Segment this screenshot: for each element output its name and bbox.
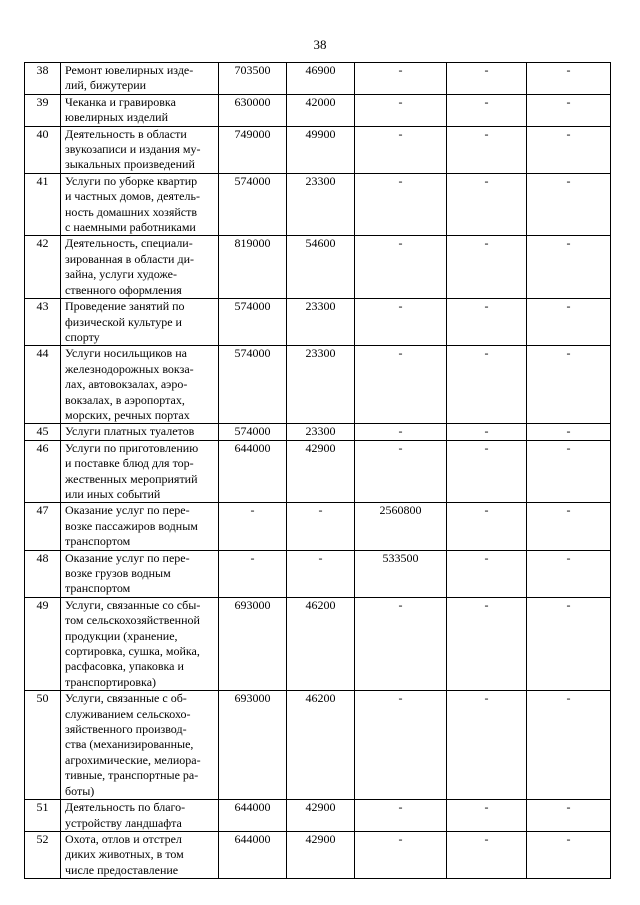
activity-description xyxy=(61,831,219,878)
table-row xyxy=(25,691,611,800)
value-col-5: - xyxy=(527,126,611,173)
description-line: зяйственного производ- xyxy=(65,722,187,737)
page-number: 38 xyxy=(313,37,327,52)
table-row xyxy=(25,440,611,503)
description-line: звукозаписи и издания му- xyxy=(65,142,201,157)
description-line: возке пассажиров водным xyxy=(65,518,198,533)
description-line: агрохимические, мелиора- xyxy=(65,752,201,767)
value-col-1: - xyxy=(219,503,287,550)
value-col-4: - xyxy=(447,94,527,126)
value-col-5: - xyxy=(527,424,611,440)
description-line: и частных домов, деятель- xyxy=(65,189,200,204)
table-row xyxy=(25,63,611,95)
value-col-3: 533500 xyxy=(355,550,447,597)
value-col-4: - xyxy=(447,503,527,550)
value-col-2: 42900 xyxy=(287,800,355,832)
description-line: зированная в области ди- xyxy=(65,251,194,266)
value-col-4: - xyxy=(447,346,527,424)
description-line: Деятельность по благо- xyxy=(65,800,186,815)
row-number: 42 xyxy=(25,236,61,299)
table-row xyxy=(25,299,611,346)
value-col-1: 693000 xyxy=(219,691,287,800)
row-number: 39 xyxy=(25,94,61,126)
value-col-5: - xyxy=(527,550,611,597)
value-col-2: - xyxy=(287,550,355,597)
value-col-2: 23300 xyxy=(287,173,355,236)
value-col-1: 819000 xyxy=(219,236,287,299)
description-line: Услуги по приготовлению xyxy=(65,440,199,455)
description-line: продукции (хранение, xyxy=(65,628,178,643)
value-col-1: 644000 xyxy=(219,800,287,832)
value-col-2: 23300 xyxy=(287,299,355,346)
value-col-2: - xyxy=(287,503,355,550)
description-line: ства (механизированные, xyxy=(65,737,194,752)
description-line: Оказание услуг по пере- xyxy=(65,550,190,565)
value-col-3: - xyxy=(355,126,447,173)
value-col-3: - xyxy=(355,94,447,126)
description-line: том сельскохозяйственной xyxy=(65,613,200,628)
description-line: Проведение занятий по xyxy=(65,299,185,314)
value-col-3: - xyxy=(355,800,447,832)
value-col-4: - xyxy=(447,800,527,832)
value-col-2: 49900 xyxy=(287,126,355,173)
description-line: физической культуре и xyxy=(65,314,182,329)
table-row xyxy=(25,346,611,424)
row-number: 52 xyxy=(25,831,61,878)
description-line: Оказание услуг по пере- xyxy=(65,503,190,518)
description-line: числе предоставление xyxy=(65,862,179,877)
value-col-3: - xyxy=(355,236,447,299)
description-line: транспортом xyxy=(65,581,131,596)
value-col-3: - xyxy=(355,299,447,346)
description-line: Услуги, связанные с об- xyxy=(65,691,187,706)
row-number: 50 xyxy=(25,691,61,800)
description-line: или иных событий xyxy=(65,486,161,501)
value-col-5: - xyxy=(527,440,611,503)
value-col-4: - xyxy=(447,831,527,878)
description-line: транспортом xyxy=(65,534,131,549)
value-col-2: 42900 xyxy=(287,831,355,878)
description-line: служиванием сельскохо- xyxy=(65,706,191,721)
value-col-5: - xyxy=(527,346,611,424)
value-col-5: - xyxy=(527,63,611,95)
description-line: жественных мероприятий xyxy=(65,471,198,486)
activity-description xyxy=(61,440,219,503)
table-row xyxy=(25,800,611,832)
value-col-4: - xyxy=(447,126,527,173)
value-col-3: - xyxy=(355,831,447,878)
data-table xyxy=(24,62,611,879)
table-row xyxy=(25,597,611,690)
table-row xyxy=(25,236,611,299)
value-col-4: - xyxy=(447,236,527,299)
table-row xyxy=(25,94,611,126)
activity-description xyxy=(61,800,219,832)
description-line: тивные, транспортные ра- xyxy=(65,768,199,783)
description-line: Деятельность в области xyxy=(65,126,187,141)
value-col-2: 54600 xyxy=(287,236,355,299)
value-col-3: - xyxy=(355,691,447,800)
value-col-1: 749000 xyxy=(219,126,287,173)
row-number: 45 xyxy=(25,424,61,440)
description-line: ювелирных изделий xyxy=(65,110,168,125)
activity-description xyxy=(61,236,219,299)
value-col-3: - xyxy=(355,173,447,236)
activity-description xyxy=(61,597,219,690)
table-row xyxy=(25,173,611,236)
row-number: 47 xyxy=(25,503,61,550)
value-col-2: 46200 xyxy=(287,691,355,800)
description-line: Деятельность, специали- xyxy=(65,236,193,251)
value-col-1: 693000 xyxy=(219,597,287,690)
description-line: Услуги, связанные со сбы- xyxy=(65,597,201,612)
value-col-4: - xyxy=(447,550,527,597)
value-col-3: - xyxy=(355,346,447,424)
description-line: Ремонт ювелирных изде- xyxy=(65,63,194,77)
activity-description xyxy=(61,173,219,236)
description-line: ственного оформления xyxy=(65,282,182,297)
value-col-3: - xyxy=(355,597,447,690)
row-number: 41 xyxy=(25,173,61,236)
value-col-3: - xyxy=(355,63,447,95)
value-col-2: 42900 xyxy=(287,440,355,503)
row-number: 51 xyxy=(25,800,61,832)
description-line: сортировка, сушка, мойка, xyxy=(65,644,200,659)
value-col-5: - xyxy=(527,94,611,126)
description-line: морских, речных портах xyxy=(65,407,190,422)
activity-description xyxy=(61,424,219,440)
row-number: 49 xyxy=(25,597,61,690)
description-line: зайна, услуги художе- xyxy=(65,267,177,282)
row-number: 40 xyxy=(25,126,61,173)
description-line: лий, бижутерии xyxy=(65,78,147,93)
value-col-2: 23300 xyxy=(287,346,355,424)
value-col-2: 42000 xyxy=(287,94,355,126)
value-col-4: - xyxy=(447,440,527,503)
value-col-4: - xyxy=(447,299,527,346)
description-line: транспортировка) xyxy=(65,674,157,689)
description-line: лах, автовокзалах, аэро- xyxy=(65,377,188,392)
value-col-1: - xyxy=(219,550,287,597)
activity-description xyxy=(61,346,219,424)
activity-description xyxy=(61,94,219,126)
row-number: 48 xyxy=(25,550,61,597)
value-col-5: - xyxy=(527,831,611,878)
value-col-2: 46200 xyxy=(287,597,355,690)
table-row xyxy=(25,831,611,878)
table-row xyxy=(25,550,611,597)
description-line: с наемными работниками xyxy=(65,220,196,235)
activity-description xyxy=(61,503,219,550)
value-col-3: - xyxy=(355,440,447,503)
value-col-4: - xyxy=(447,424,527,440)
value-col-1: 644000 xyxy=(219,440,287,503)
description-line: боты) xyxy=(65,783,95,798)
table-row xyxy=(25,126,611,173)
description-line: устройству ландшафта xyxy=(65,815,182,830)
description-line: и поставке блюд для тор- xyxy=(65,456,194,471)
value-col-2: 23300 xyxy=(287,424,355,440)
description-line: Услуги по уборке квартир xyxy=(65,173,198,188)
value-col-5: - xyxy=(527,800,611,832)
value-col-4: - xyxy=(447,691,527,800)
value-col-5: - xyxy=(527,236,611,299)
value-col-1: 630000 xyxy=(219,94,287,126)
value-col-5: - xyxy=(527,299,611,346)
value-col-4: - xyxy=(447,173,527,236)
value-col-4: - xyxy=(447,597,527,690)
value-col-1: 644000 xyxy=(219,831,287,878)
description-line: зыкальных произведений xyxy=(65,157,195,172)
description-line: диких животных, в том xyxy=(65,847,184,862)
row-number: 44 xyxy=(25,346,61,424)
row-number: 46 xyxy=(25,440,61,503)
value-col-2: 46900 xyxy=(287,63,355,95)
value-col-1: 574000 xyxy=(219,424,287,440)
activity-description xyxy=(61,691,219,800)
value-col-3: - xyxy=(355,424,447,440)
value-col-5: - xyxy=(527,173,611,236)
activity-description xyxy=(61,63,219,95)
value-col-5: - xyxy=(527,691,611,800)
description-line: Услуги платных туалетов xyxy=(65,424,195,439)
table-row xyxy=(25,424,611,440)
value-col-1: 574000 xyxy=(219,346,287,424)
value-col-1: 574000 xyxy=(219,299,287,346)
value-col-1: 703500 xyxy=(219,63,287,95)
description-line: Услуги носильщиков на xyxy=(65,346,187,361)
description-line: возке грузов водным xyxy=(65,566,171,580)
value-col-4: - xyxy=(447,63,527,95)
row-number: 38 xyxy=(25,63,61,95)
description-line: железнодорожных вокза- xyxy=(65,361,194,376)
description-line: Охота, отлов и отстрел xyxy=(65,831,182,846)
value-col-5: - xyxy=(527,503,611,550)
value-col-1: 574000 xyxy=(219,173,287,236)
description-line: вокзалах, в аэропортах, xyxy=(65,392,185,407)
value-col-3: 2560800 xyxy=(355,503,447,550)
activity-description xyxy=(61,126,219,173)
description-line: Чеканка и гравировка xyxy=(65,94,176,109)
description-line: спорту xyxy=(65,329,100,344)
row-number: 43 xyxy=(25,299,61,346)
activity-description xyxy=(61,299,219,346)
activity-description xyxy=(61,550,219,597)
description-line: расфасовка, упаковка и xyxy=(65,659,184,674)
table-row xyxy=(25,503,611,550)
value-col-5: - xyxy=(527,597,611,690)
description-line: ность домашних хозяйств xyxy=(65,204,198,219)
